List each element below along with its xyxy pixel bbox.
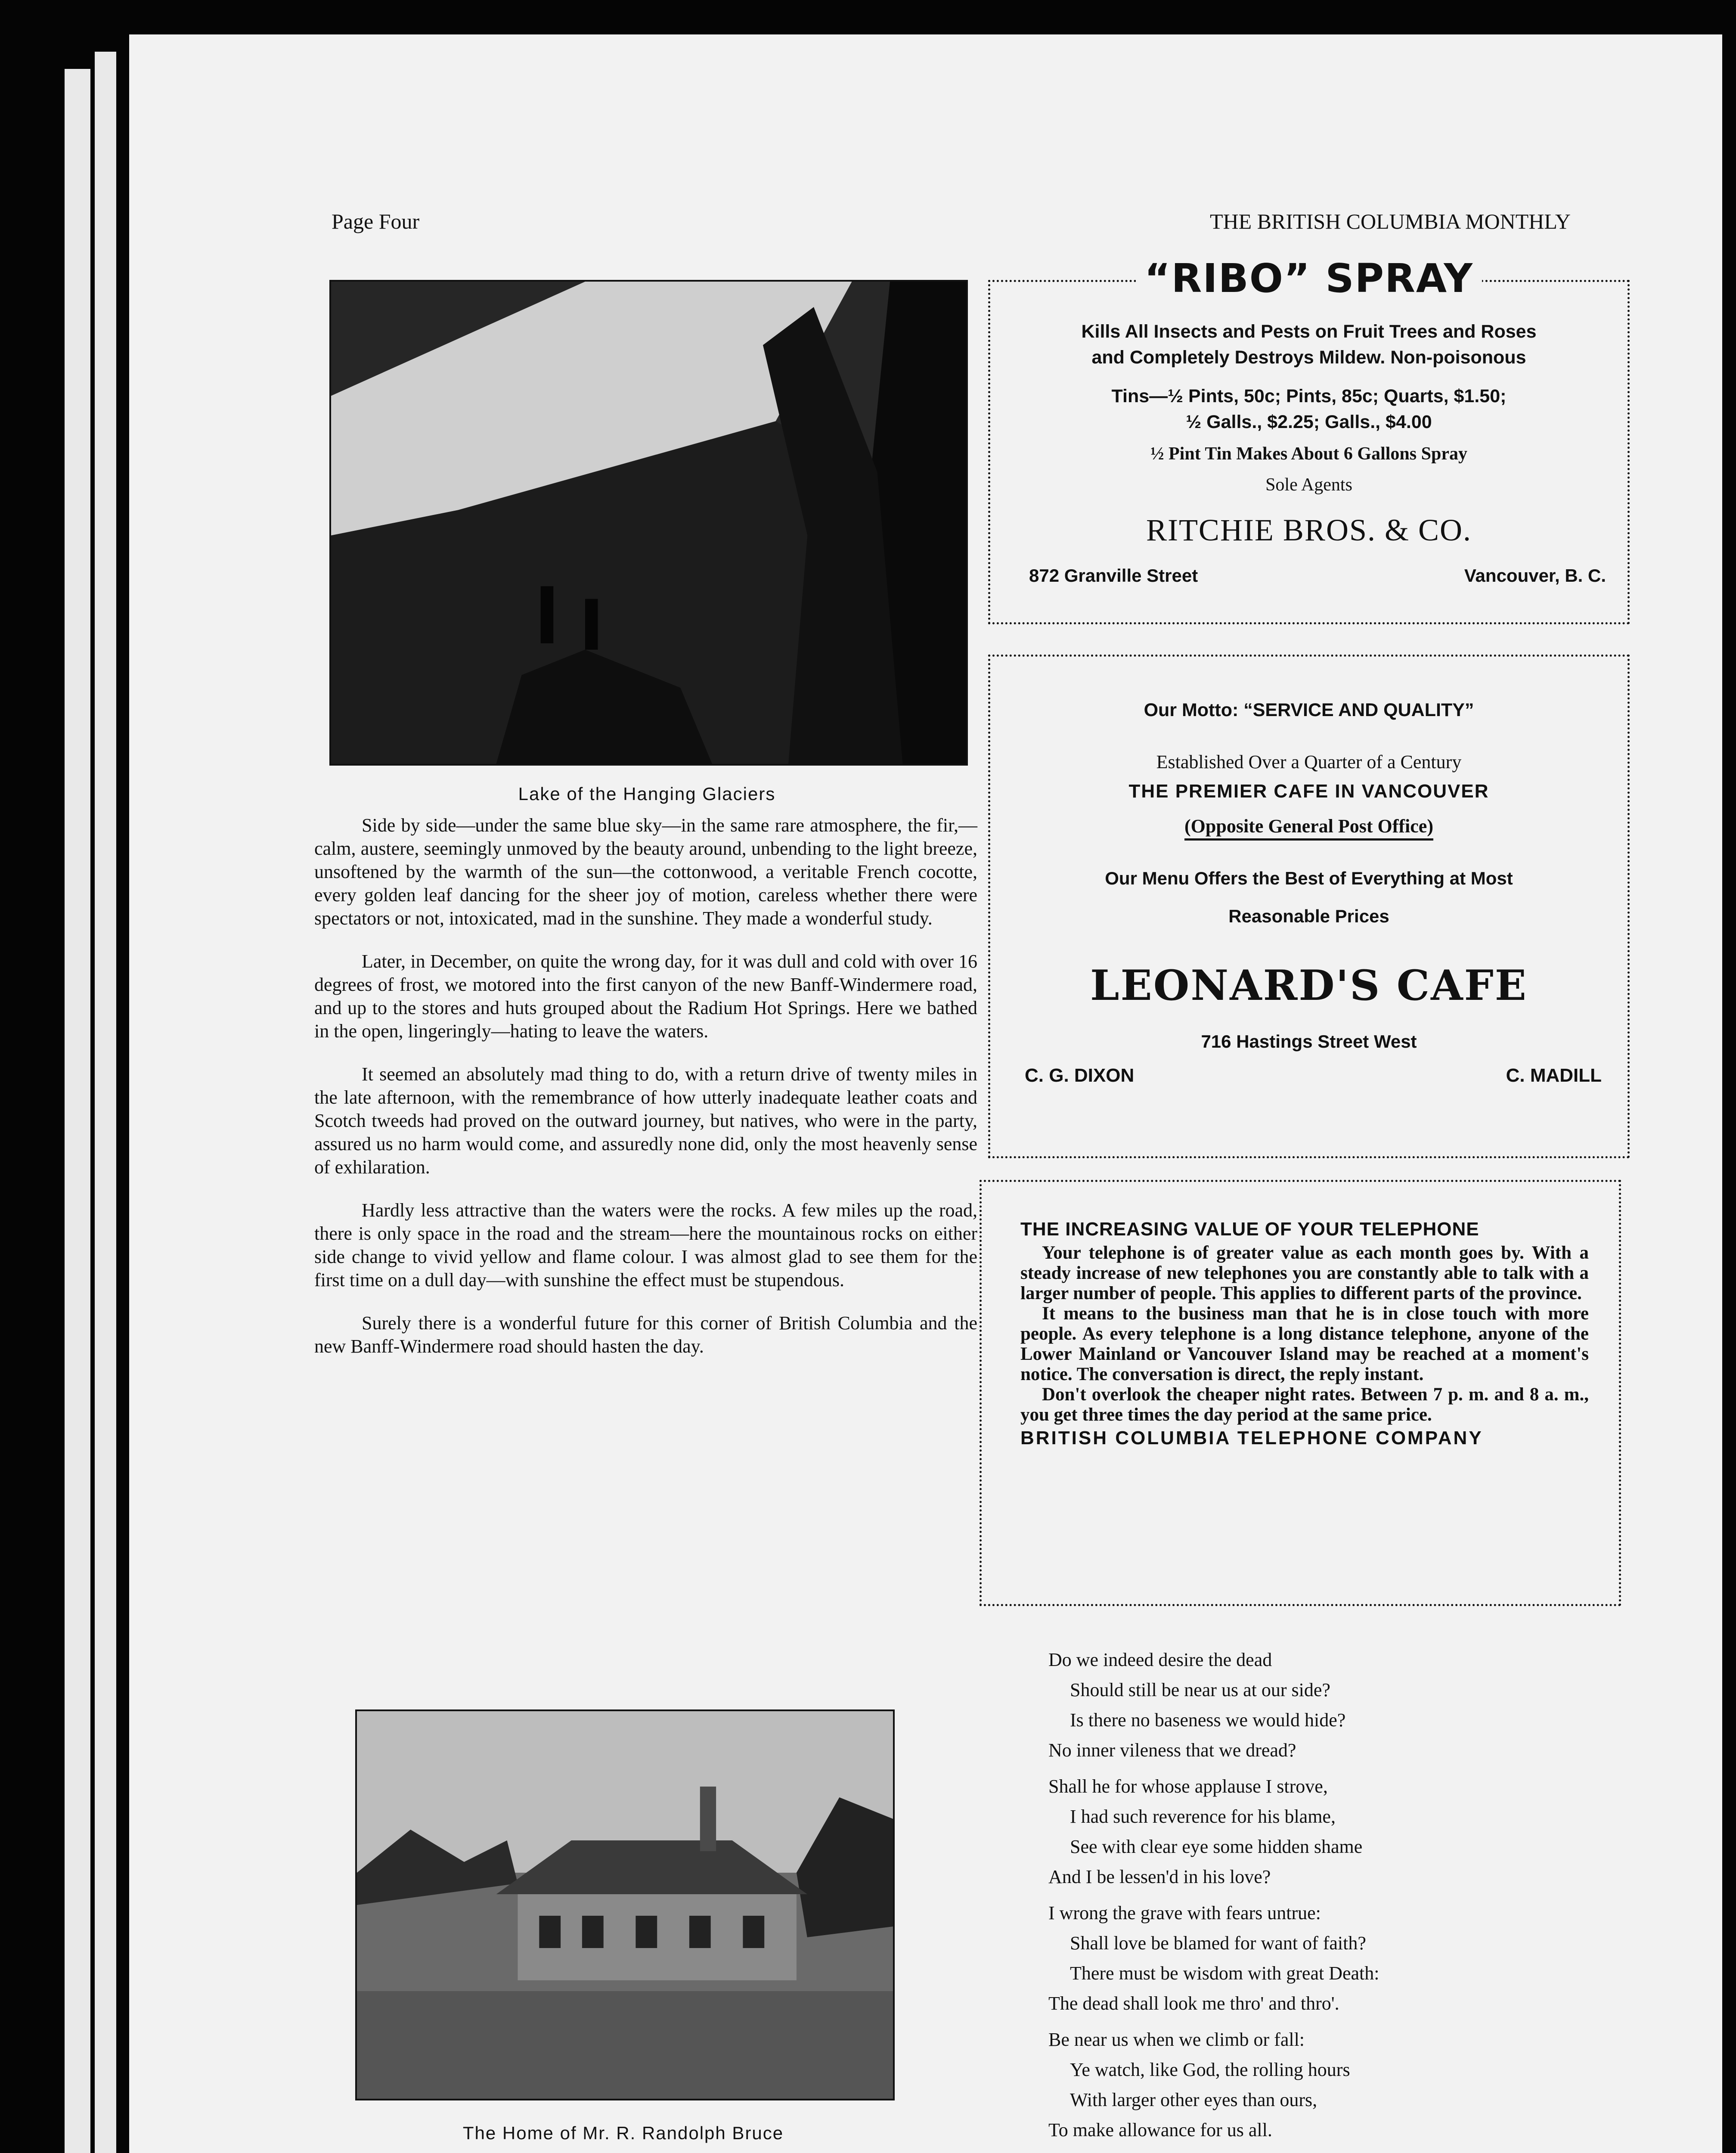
poem-line: See with clear eye some hidden shame (1070, 1836, 1363, 1857)
telephone-para1: Your telephone is of greater value as each month goes by. With a steady increase of new telephones you are constantly able to talk with a larger number of people. This applies to different parts of the province. (1020, 1243, 1589, 1303)
photo-lake-hanging-glaciers (329, 280, 968, 766)
poem-line: And I be lessen'd in his love? (1048, 1866, 1271, 1887)
ribo-note: ½ Pint Tin Makes About 6 Gallons Spray (1150, 444, 1467, 464)
poem-line: There must be wisdom with great Death: (1070, 1963, 1380, 1984)
telephone-para2: It means to the business man that he is in close touch with more people. As every telephone is a long distance telephone, anyone of the Lower Mainland or Vancouver Island may be reached at a moment's notice. The conversation is direct, the reply instant. (1020, 1303, 1589, 1384)
poem-line: To make allowance for us all. (1048, 2119, 1272, 2141)
ribo-line2: and Completely Destroys Mildew. Non-poisonous (1091, 347, 1526, 368)
photo1-caption: Lake of the Hanging Glaciers (518, 784, 776, 804)
magazine-page (129, 34, 1722, 2153)
telephone-para3: Don't overlook the cheaper night rates. Between 7 p. m. and 8 a. m., you get three times the day period at the same price. (1020, 1384, 1589, 1425)
poem-line: Shall he for whose applause I strove, (1048, 1776, 1328, 1797)
cafe-owner2: C. MADILL (1506, 1065, 1602, 1086)
cafe-name: LEONARD'S CAFE (1090, 961, 1528, 1010)
poem-stanza (1048, 1898, 1621, 2019)
poem-line: Is there no baseness we would hide? (1070, 1709, 1346, 1731)
poem-line: Shall love be blamed for want of faith? (1070, 1933, 1366, 1954)
page-stack-edge (95, 52, 116, 2153)
poem-attribution (1048, 2151, 1621, 2153)
cafe-established: Established Over a Quarter of a Century (1156, 751, 1462, 772)
ribo-address: 872 Granville Street (1029, 565, 1198, 586)
ad-leonards-cafe (988, 655, 1630, 1158)
ribo-line1: Kills All Insects and Pests on Fruit Trees and Roses (1081, 321, 1537, 342)
poem-line: With larger other eyes than ours, (1070, 2089, 1318, 2110)
telephone-company: BRITISH COLUMBIA TELEPHONE COMPANY (1020, 1427, 1483, 1449)
cafe-address: 716 Hastings Street West (1201, 1031, 1417, 1052)
poem-line: Do we indeed desire the dead (1048, 1649, 1272, 1670)
telephone-heading: THE INCREASING VALUE OF YOUR TELEPHONE (1020, 1219, 1479, 1240)
page-stack-edge (65, 69, 90, 2153)
glacier-photo-image (331, 282, 966, 764)
poem-line: Should still be near us at our side? (1070, 1679, 1330, 1700)
ad-bc-telephone (980, 1180, 1621, 1606)
cafe-menu1: Our Menu Offers the Best of Everything at Most (1105, 868, 1513, 888)
cafe-owner1: C. G. DIXON (1025, 1065, 1135, 1086)
poem-stanza (1048, 1645, 1621, 1765)
page-number-label: Page Four (332, 209, 420, 233)
cafe-menu2: Reasonable Prices (1228, 906, 1389, 926)
cafe-premier: THE PREMIER CAFE IN VANCOUVER (1128, 781, 1489, 802)
poem-line: The dead shall look me thro' and thro'. (1048, 1993, 1339, 2014)
poem-line: I wrong the grave with fears untrue: (1048, 1902, 1321, 1923)
poem-line: Be near us when we climb or fall: (1048, 2029, 1305, 2050)
article-paragraph: Later, in December, on quite the wrong day, for it was dull and cold with over 16 degrees of frost, we motored into the first canyon of the new Banff-Windermere road, and up to the stores and huts grouped about the Radium Hot Springs. Here we bathed in the open, lingeringly—hating to leave the waters. (314, 951, 977, 1042)
poem-line: I had such reverence for his blame, (1070, 1806, 1336, 1827)
ribo-agents-label: Sole Agents (1265, 475, 1352, 495)
poem-stanza (1048, 1771, 1621, 1892)
magazine-title: THE BRITISH COLUMBIA MONTHLY (1210, 209, 1571, 233)
cafe-opposite: (Opposite General Post Office) (1184, 816, 1433, 841)
poem-line: Ye watch, like God, the rolling hours (1070, 2059, 1350, 2080)
poem-line: No inner vileness that we dread? (1048, 1740, 1296, 1761)
ad-ribo-spray (988, 255, 1630, 624)
poem-stanza (1048, 2025, 1621, 2145)
cafe-motto: Our Motto: “SERVICE AND QUALITY” (1144, 700, 1474, 720)
ribo-price1: Tins—½ Pints, 50c; Pints, 85c; Quarts, $1.50; (1111, 386, 1507, 406)
article-paragraph: Side by side—under the same blue sky—in the same rare atmosphere, the fir,—calm, austere, seemingly unmoved by the beauty around, unbending to the light breeze, unsoftened by the warmth of the sun—the cottonwood, a veritable French cocotte, every golden leaf dancing for the sheer joy of motion, careless whether there were spectators or not, intoxicated, mad in the sunshine. They made a wonderful study. (314, 815, 977, 929)
article-paragraph: Hardly less attractive than the waters were the rocks. A few miles up the road, there is only space in the road and the stream—here the mountainous rocks on either side change to vivid yellow and flame colour. I was almost glad to see them for the first time on a dull day—with sunshine the effect must be stupendous. (314, 1200, 977, 1291)
article-text (314, 814, 977, 1378)
house-photo-image (357, 1711, 893, 2099)
ribo-price2: ½ Galls., $2.25; Galls., $4.00 (1186, 412, 1432, 432)
photo-home-randolph-bruce (355, 1709, 895, 2100)
article-paragraph: Surely there is a wonderful future for this corner of British Columbia and the new Banff-Windermere road should hasten the day. (314, 1312, 977, 1357)
photo2-caption: The Home of Mr. R. Randolph Bruce (462, 2123, 784, 2143)
ribo-city: Vancouver, B. C. (1464, 565, 1606, 586)
article-paragraph: It seemed an absolutely mad thing to do, with a return drive of twenty miles in the late afternoon, with the remembrance of how utterly inadequate leather coats and Scotch tweeds had proved on the outward journey, but natives, who were in the party, assured us no harm would come, and assuredly none did, only the most heavenly sense of exhilaration. (314, 1064, 977, 1178)
ribo-company: RITCHIE BROS. & CO. (1146, 513, 1472, 547)
poem (1048, 1645, 1621, 2153)
ribo-spray-title: “RIBO” SPRAY (1136, 255, 1482, 301)
